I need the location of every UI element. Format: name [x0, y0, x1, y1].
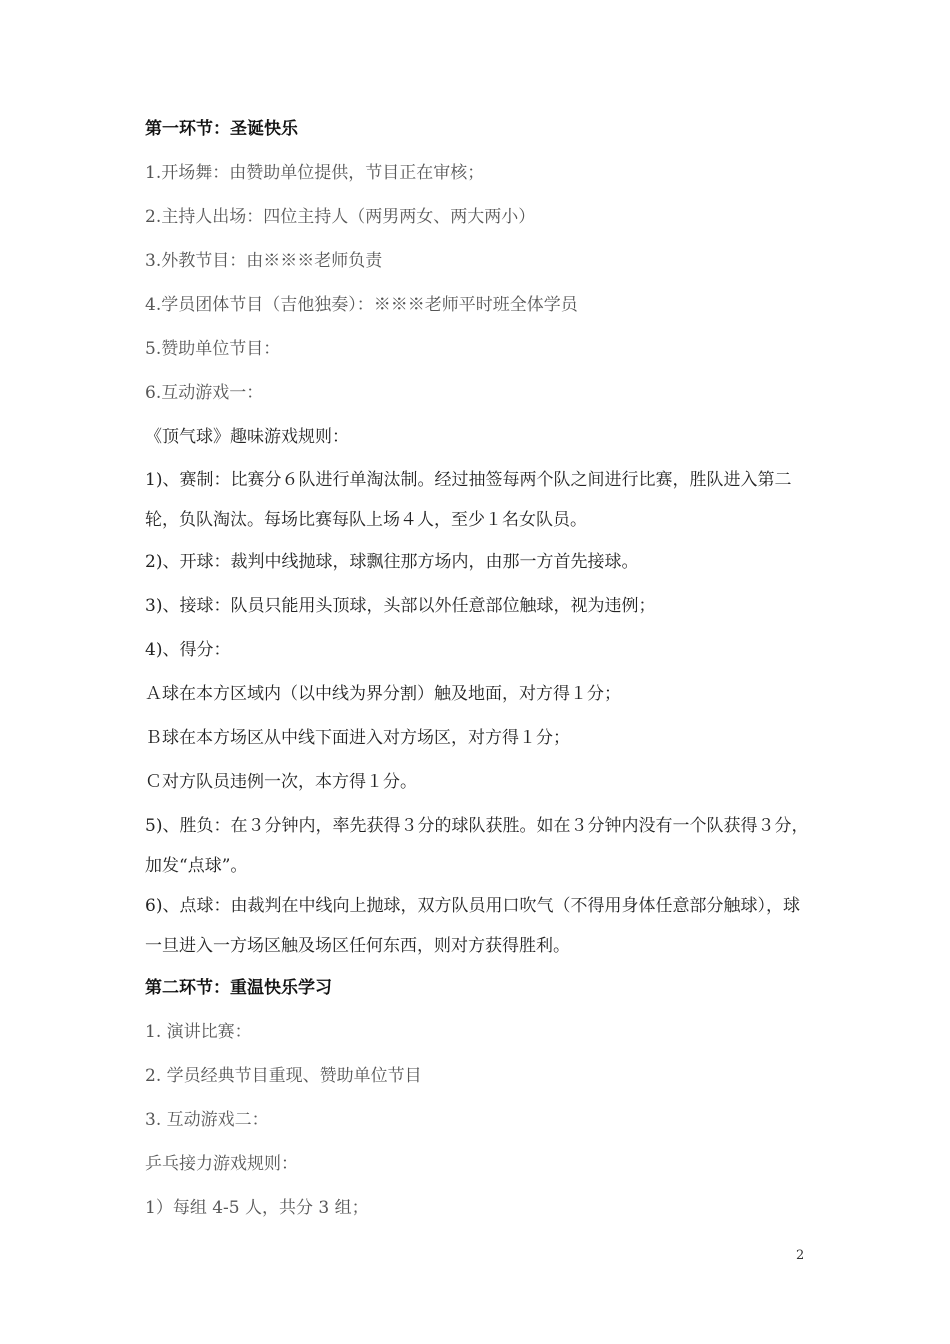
section2-item-3: 3. 互动游戏二：: [145, 1110, 269, 1130]
section2-title: 第二环节：重温快乐学习: [145, 978, 332, 998]
page-number: 2: [796, 1248, 805, 1263]
balloon-rule-6: 6)、点球：由裁判在中线向上抛球，双方队员用口吹气（不得用身体任意部分触球），球一旦进入一方场区触及场区任何东西，则对方获得胜利。: [145, 896, 800, 956]
section1-item-2: 2.主持人出场：四位主持人（两男两女、两大两小）: [145, 207, 536, 227]
balloon-rule-3: 3)、接球：队员只能用头顶球，头部以外任意部位触球，视为违例；: [145, 596, 656, 616]
section1-title: 第一环节：圣诞快乐: [145, 119, 298, 139]
balloon-rule-4b: Ｂ球在本方场区从中线下面进入对方场区，对方得１分；: [145, 728, 570, 748]
balloon-rule-1: 1)、赛制：比赛分６队进行单淘汰制。经过抽签每两个队之间进行比赛，胜队进入第二轮，负队淘汰。每场比赛每队上场４人，至少１名女队员。: [145, 470, 792, 530]
section1-item-6: 6.互动游戏一：: [145, 383, 264, 403]
balloon-game-title: 《顶气球》趣味游戏规则：: [145, 427, 349, 447]
balloon-rule-2: 2)、开球：裁判中线抛球，球飘往那方场内，由那一方首先接球。: [145, 552, 639, 572]
balloon-rule-5: 5)、胜负：在３分钟内，率先获得３分的球队获胜。如在３分钟内没有一个队获得３分，加发“点球”。: [145, 816, 809, 876]
section2-item-2: 2. 学员经典节目重现、赞助单位节目: [145, 1066, 422, 1086]
balloon-rule-4c: Ｃ对方队员违例一次，本方得１分。: [145, 772, 417, 792]
pingpong-rule-1: 1）每组 4-5 人，共分 3 组；: [145, 1198, 369, 1218]
pingpong-game-title: 乒乓接力游戏规则：: [145, 1154, 298, 1174]
section1-item-1: 1.开场舞：由赞助单位提供，节目正在审核；: [145, 163, 485, 183]
balloon-rule-4a: Ａ球在本方区域内（以中线为界分割）触及地面，对方得１分；: [145, 684, 621, 704]
section1-item-3: 3.外教节目：由※※※老师负责: [145, 251, 383, 271]
balloon-rule-4: 4)、得分：: [145, 640, 231, 660]
section1-item-5: 5.赞助单位节目：: [145, 339, 281, 359]
section1-item-4: 4.学员团体节目（吉他独奏）：※※※老师平时班全体学员: [145, 295, 578, 315]
section2-item-1: 1. 演讲比赛：: [145, 1022, 252, 1042]
